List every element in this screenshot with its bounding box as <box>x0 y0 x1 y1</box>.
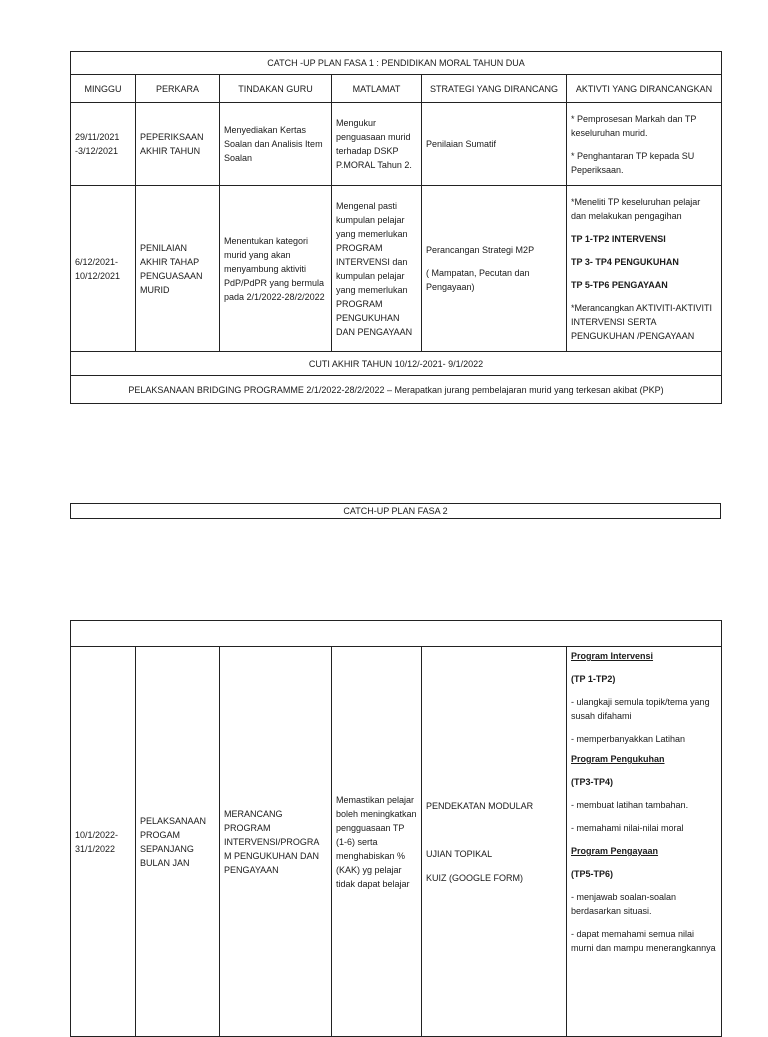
perkara-cell: PENILAIAN AKHIR TAHAP PENGUASAAN MURID <box>136 186 220 352</box>
aktiviti-item: - memperbanyakkan Latihan <box>571 734 686 744</box>
aktiviti-item: - ulangkaji semula topik/tema yang susah difahami <box>571 697 710 721</box>
program-tp: (TP5-TP6) <box>571 869 614 879</box>
table-row <box>71 647 722 1037</box>
aktiviti-item: *Merancangkan AKTIVITI-AKTIVITI INTERVENSI SERTA PENGUKUHAN /PENGAYAAN <box>571 302 713 341</box>
aktiviti-cell <box>567 647 722 1037</box>
strategi-cell: Penilaian Sumatif <box>422 103 567 186</box>
fasa1-title: CATCH -UP PLAN FASA 1 : PENDIDIKAN MORAL TAHUN DUA <box>71 52 722 75</box>
matlamat-cell: Mengukur penguasaan murid terhadap DSKP P.MORAL Tahun 2. <box>332 103 422 186</box>
header-tindakan-guru: TINDAKAN GURU <box>220 75 332 103</box>
strategi-item: UJIAN TOPIKAL <box>426 848 493 859</box>
catch-up-plan-fasa1-table <box>70 51 722 404</box>
header-minggu: MINGGU <box>71 75 136 103</box>
catch-up-plan-fasa2-table <box>70 620 722 1037</box>
strategi-item: ( Mampatan, Pecutan dan Pengayaan) <box>426 268 530 292</box>
header-aktiviti: AKTIVTI YANG DIRANCANGKAN <box>567 75 722 103</box>
strategi-item: Perancangan Strategi M2P <box>426 245 535 255</box>
minggu-cell: 29/11/2021 -3/12/2021 <box>71 103 136 186</box>
aktiviti-item: TP 1-TP2 INTERVENSI <box>571 233 666 244</box>
aktiviti-item: - memahami nilai-nilai moral <box>571 823 684 833</box>
aktiviti-item: * Penghantaran TP kepada SU Peperiksaan. <box>571 150 695 175</box>
table-row <box>71 186 722 352</box>
minggu-cell: 6/12/2021-10/12/2021 <box>71 186 136 352</box>
aktiviti-item: - membuat latihan tambahan. <box>571 800 689 810</box>
header-strategi: STRATEGI YANG DIRANCANG <box>422 75 567 103</box>
matlamat-cell: Mengenal pasti kumpulan pelajar yang memerlukan PROGRAM INTERVENSI dan kumpulan pelajar yang memerlukan PROGRAM PENGUKUHAN DAN PENGAYAAN <box>332 186 422 352</box>
program-tp: (TP3-TP4) <box>571 777 614 787</box>
fasa2-title: CATCH-UP PLAN FASA 2 <box>71 504 721 519</box>
fasa2-empty-header <box>71 621 722 647</box>
tindakan-cell: Menentukan kategori murid yang akan menyambung aktiviti PdP/PdPR yang bermula pada 2/1/2022-28/2/2022 <box>220 186 332 352</box>
matlamat-cell: Memastikan pelajar boleh meningkatkan pengguasaan TP (1-6) serta menghabiskan % (KAK) yg pelajar tidak dapat belajar <box>332 647 422 1037</box>
program-pengayaan-title: Program Pengayaan <box>571 846 659 856</box>
tindakan-cell: Menyediakan Kertas Soalan dan Analisis Item Soalan <box>220 103 332 186</box>
aktiviti-item: - menjawab soalan-soalan berdasarkan situasi. <box>571 892 677 916</box>
header-matlamat: MATLAMAT <box>332 75 422 103</box>
aktiviti-item: TP 5-TP6 PENGAYAAN <box>571 279 668 290</box>
perkara-cell: PELAKSANAAN PROGAM SEPANJANG BULAN JAN <box>136 647 220 1037</box>
strategi-item: KUIZ (GOOGLE FORM) <box>426 872 524 883</box>
strategi-item: PENDEKATAN MODULAR <box>426 800 534 811</box>
aktiviti-item: * Pemprosesan Markah dan TP keseluruhan murid. <box>571 113 697 138</box>
tindakan-cell: MERANCANG PROGRAM INTERVENSI/PROGRA M PENGUKUHAN DAN PENGAYAAN <box>220 647 332 1037</box>
program-tp: (TP 1-TP2) <box>571 674 616 684</box>
program-intervensi-title: Program Intervensi <box>571 651 654 661</box>
bridging-programme-row: PELAKSANAAN BRIDGING PROGRAMME 2/1/2022-28/2/2022 – Merapatkan jurang pembelajaran murid yang terkesan akibat (PKP) <box>71 376 722 404</box>
aktiviti-item: TP 3- TP4 PENGUKUHAN <box>571 256 679 267</box>
strategi-cell <box>422 186 567 352</box>
aktiviti-cell <box>567 103 722 186</box>
aktiviti-cell <box>567 186 722 352</box>
strategi-cell <box>422 647 567 1037</box>
perkara-cell: PEPERIKSAAN AKHIR TAHUN <box>136 103 220 186</box>
aktiviti-item: - dapat memahami semua nilai murni dan mampu menerangkannya <box>571 929 716 953</box>
table-row <box>71 103 722 186</box>
catch-up-plan-fasa2-title-table <box>70 503 721 519</box>
aktiviti-item: *Meneliti TP keseluruhan pelajar dan melakukan pengagihan <box>571 196 701 221</box>
cuti-akhir-tahun-row: CUTI AKHIR TAHUN 10/12/-2021- 9/1/2022 <box>71 352 722 376</box>
header-perkara: PERKARA <box>136 75 220 103</box>
program-pengukuhan-title: Program Pengukuhan <box>571 754 665 764</box>
minggu-cell: 10/1/2022-31/1/2022 <box>71 647 136 1037</box>
